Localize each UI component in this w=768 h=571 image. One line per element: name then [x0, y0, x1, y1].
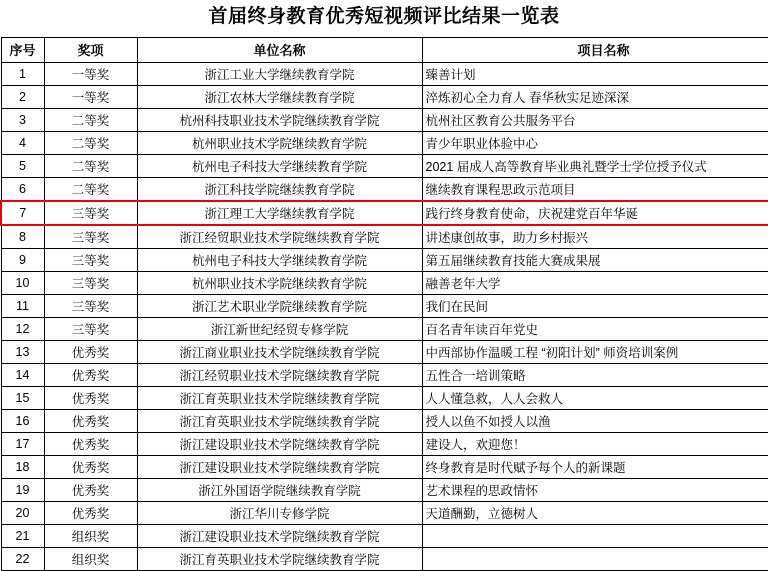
cell-unit: 杭州电子科技大学继续教育学院 — [137, 154, 422, 177]
cell-index: 21 — [1, 524, 44, 547]
column-header-unit: 单位名称 — [137, 37, 422, 62]
column-header-index: 序号 — [1, 37, 44, 62]
cell-project: 艺术课程的思政情怀 — [422, 478, 768, 501]
cell-award: 三等奖 — [44, 225, 137, 249]
cell-project: 践行终身教育使命，庆祝建党百年华诞 — [422, 201, 768, 225]
cell-award: 组织奖 — [44, 524, 137, 547]
table-row — [1, 62, 768, 85]
cell-award: 三等奖 — [44, 201, 137, 225]
cell-index: 10 — [1, 271, 44, 294]
cell-unit: 杭州职业技术学院继续教育学院 — [137, 131, 422, 154]
cell-award: 优秀奖 — [44, 455, 137, 478]
cell-project: 融善老年大学 — [422, 271, 768, 294]
cell-index: 3 — [1, 108, 44, 131]
table-row — [1, 108, 768, 131]
table-row — [1, 409, 768, 432]
cell-index: 2 — [1, 85, 44, 108]
cell-unit: 浙江育英职业技术学院继续教育学院 — [137, 409, 422, 432]
table-row — [1, 432, 768, 455]
cell-index: 20 — [1, 501, 44, 524]
cell-unit: 杭州电子科技大学继续教育学院 — [137, 248, 422, 271]
cell-index: 4 — [1, 131, 44, 154]
table-row — [1, 271, 768, 294]
cell-award: 优秀奖 — [44, 432, 137, 455]
cell-award: 优秀奖 — [44, 363, 137, 386]
cell-index: 22 — [1, 547, 44, 570]
cell-unit: 浙江建设职业技术学院继续教育学院 — [137, 432, 422, 455]
cell-project: 臻善计划 — [422, 62, 768, 85]
cell-index: 16 — [1, 409, 44, 432]
cell-project: 授人以鱼不如授人以渔 — [422, 409, 768, 432]
cell-project: 淬炼初心全力育人 春华秋实足迹深深 — [422, 85, 768, 108]
cell-index: 15 — [1, 386, 44, 409]
table-row — [1, 248, 768, 271]
cell-project: 终身教育是时代赋予每个人的新课题 — [422, 455, 768, 478]
cell-project: 杭州社区教育公共服务平台 — [422, 108, 768, 131]
cell-project: 2021 届成人高等教育毕业典礼暨学士学位授予仪式 — [422, 154, 768, 177]
cell-project: 建设人，欢迎您！ — [422, 432, 768, 455]
table-row — [1, 85, 768, 108]
cell-unit: 浙江新世纪经贸专修学院 — [137, 317, 422, 340]
cell-award: 一等奖 — [44, 85, 137, 108]
cell-project: 五性合一培训策略 — [422, 363, 768, 386]
cell-index: 6 — [1, 177, 44, 201]
table-row — [1, 501, 768, 524]
cell-index: 17 — [1, 432, 44, 455]
table-header — [1, 37, 768, 62]
cell-unit: 浙江华川专修学院 — [137, 501, 422, 524]
cell-project: 天道酬勤，立德树人 — [422, 501, 768, 524]
table-row — [1, 386, 768, 409]
cell-award: 二等奖 — [44, 131, 137, 154]
table-row-highlighted — [1, 201, 768, 225]
cell-unit: 杭州科技职业技术学院继续教育学院 — [137, 108, 422, 131]
cell-award: 一等奖 — [44, 62, 137, 85]
cell-index: 14 — [1, 363, 44, 386]
cell-unit: 浙江外国语学院继续教育学院 — [137, 478, 422, 501]
cell-unit: 浙江建设职业技术学院继续教育学院 — [137, 524, 422, 547]
table-row — [1, 524, 768, 547]
cell-award: 三等奖 — [44, 294, 137, 317]
page-title: 首届终身教育优秀短视频评比结果一览表 — [208, 6, 560, 27]
cell-award: 三等奖 — [44, 271, 137, 294]
cell-unit: 杭州职业技术学院继续教育学院 — [137, 271, 422, 294]
cell-project: 百名青年读百年党史 — [422, 317, 768, 340]
cell-index: 9 — [1, 248, 44, 271]
cell-award: 三等奖 — [44, 317, 137, 340]
table-row — [1, 225, 768, 249]
cell-project: 我们在民间 — [422, 294, 768, 317]
table-row — [1, 131, 768, 154]
cell-index: 1 — [1, 62, 44, 85]
cell-unit: 浙江工业大学继续教育学院 — [137, 62, 422, 85]
table-body — [1, 62, 768, 570]
cell-unit: 浙江理工大学继续教育学院 — [137, 201, 422, 225]
cell-project: 青少年职业体验中心 — [422, 131, 768, 154]
award-results-table — [0, 37, 768, 571]
table-row — [1, 547, 768, 570]
table-row — [1, 294, 768, 317]
table-header-row — [1, 37, 768, 62]
cell-project — [422, 524, 768, 547]
cell-project: 中西部协作温暖工程 “初阳计划” 师资培训案例 — [422, 340, 768, 363]
cell-project: 人人懂急救，人人会救人 — [422, 386, 768, 409]
table-row — [1, 363, 768, 386]
cell-award: 优秀奖 — [44, 478, 137, 501]
cell-project: 讲述康创故事，助力乡村振兴 — [422, 225, 768, 249]
cell-unit: 浙江育英职业技术学院继续教育学院 — [137, 386, 422, 409]
cell-award: 二等奖 — [44, 177, 137, 201]
cell-index: 12 — [1, 317, 44, 340]
table-row — [1, 478, 768, 501]
cell-index: 19 — [1, 478, 44, 501]
table-row — [1, 317, 768, 340]
cell-index: 11 — [1, 294, 44, 317]
cell-award: 优秀奖 — [44, 386, 137, 409]
table-row — [1, 154, 768, 177]
cell-unit: 浙江商业职业技术学院继续教育学院 — [137, 340, 422, 363]
cell-index: 18 — [1, 455, 44, 478]
table-row — [1, 455, 768, 478]
cell-award: 二等奖 — [44, 108, 137, 131]
table-row — [1, 340, 768, 363]
cell-unit: 浙江建设职业技术学院继续教育学院 — [137, 455, 422, 478]
cell-unit: 浙江育英职业技术学院继续教育学院 — [137, 547, 422, 570]
column-header-project: 项目名称 — [422, 37, 768, 62]
cell-project: 第五届继续教育技能大赛成果展 — [422, 248, 768, 271]
cell-award: 组织奖 — [44, 547, 137, 570]
cell-award: 优秀奖 — [44, 501, 137, 524]
cell-index: 7 — [1, 201, 44, 225]
cell-unit: 浙江农林大学继续教育学院 — [137, 85, 422, 108]
cell-award: 优秀奖 — [44, 340, 137, 363]
cell-unit: 浙江科技学院继续教育学院 — [137, 177, 422, 201]
cell-index: 13 — [1, 340, 44, 363]
cell-award: 二等奖 — [44, 154, 137, 177]
table-row — [1, 177, 768, 201]
cell-project — [422, 547, 768, 570]
cell-unit: 浙江艺术职业学院继续教育学院 — [137, 294, 422, 317]
cell-project: 继续教育课程思政示范项目 — [422, 177, 768, 201]
cell-index: 8 — [1, 225, 44, 249]
column-header-award: 奖项 — [44, 37, 137, 62]
cell-award: 三等奖 — [44, 248, 137, 271]
cell-index: 5 — [1, 154, 44, 177]
cell-unit: 浙江经贸职业技术学院继续教育学院 — [137, 225, 422, 249]
cell-unit: 浙江经贸职业技术学院继续教育学院 — [137, 363, 422, 386]
cell-award: 优秀奖 — [44, 409, 137, 432]
